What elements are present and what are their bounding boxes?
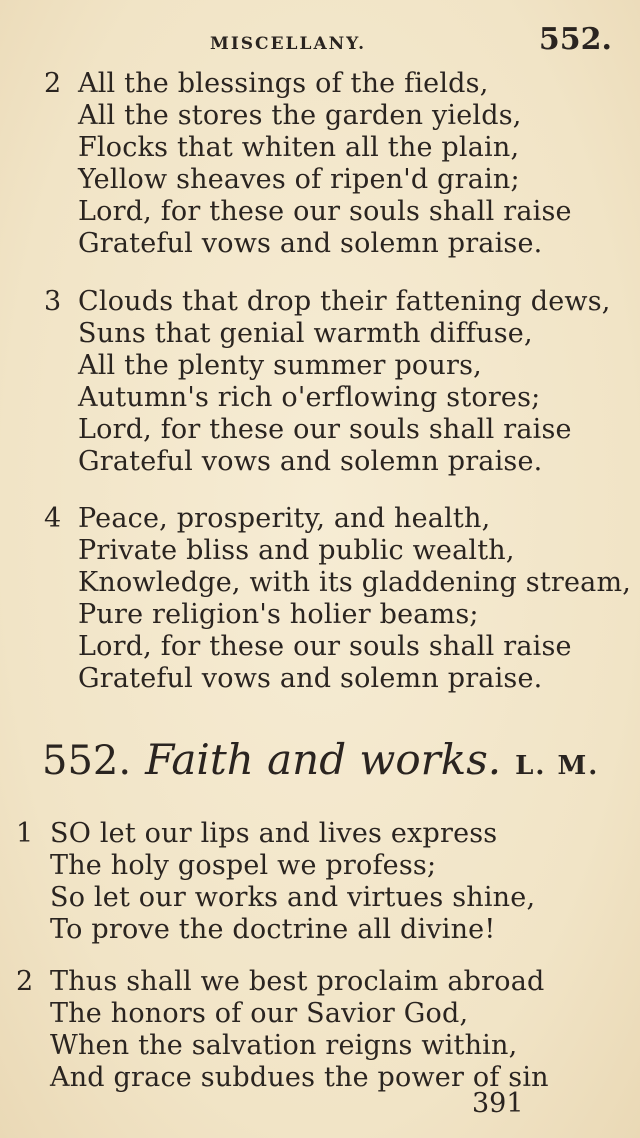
verse-line: Private bliss and public wealth,: [78, 535, 515, 566]
signature-number: 391: [472, 1088, 524, 1119]
verse-line: All the blessings of the fields,: [78, 68, 489, 99]
verse-line: Grateful vows and solemn praise.: [78, 228, 543, 259]
verse-line: All the stores the garden yields,: [78, 100, 522, 131]
page-number: 552.: [538, 22, 612, 57]
verse-line: Grateful vows and solemn praise.: [78, 446, 543, 477]
verse-line: The holy gospel we profess;: [50, 850, 437, 881]
verse-number: 2: [16, 966, 34, 997]
verse-line: To prove the doctrine all divine!: [50, 914, 496, 945]
verse-number: 1: [16, 818, 34, 849]
verse-line: Lord, for these our souls shall raise: [78, 631, 572, 662]
verse-line: Flocks that whiten all the plain,: [78, 132, 520, 163]
verse-line: Pure religion's holier beams;: [78, 599, 479, 630]
verse-line: Lord, for these our souls shall raise: [78, 196, 572, 227]
verse-2: [44, 68, 572, 260]
verse-line: Thus shall we best proclaim abroad: [50, 966, 545, 997]
verse-line: Lord, for these our souls shall raise: [78, 414, 572, 445]
hymn-552-verse-1: [16, 818, 535, 946]
verse-line: So let our works and virtues shine,: [50, 882, 536, 913]
hymn-title: Faith and works.: [145, 735, 502, 784]
verse-line: Peace, prosperity, and health,: [78, 503, 491, 534]
verse-3: [44, 286, 611, 478]
verse-number: 2: [44, 68, 62, 99]
hymn-552-verse-2: [16, 966, 549, 1094]
verse-line: Grateful vows and solemn praise.: [78, 663, 543, 694]
verse-line: SO let our lips and lives express: [50, 818, 498, 849]
verse-line: Yellow sheaves of ripen'd grain;: [78, 164, 520, 195]
verse-line: Suns that genial warmth diffuse,: [78, 318, 533, 349]
verse-line: Autumn's rich o'erflowing stores;: [78, 382, 541, 413]
verse-line: And grace subdues the power of sin: [50, 1062, 549, 1093]
hymn-number: 552.: [42, 738, 132, 784]
verse-number: 3: [44, 286, 62, 317]
verse-line: When the salvation reigns within,: [50, 1030, 518, 1061]
verse-line: The honors of our Savior God,: [50, 998, 469, 1029]
running-head: MISCELLANY.: [210, 34, 367, 54]
hymn-heading: [42, 735, 599, 784]
verse-line: All the plenty summer pours,: [78, 350, 482, 381]
hymn-meter: L. M.: [515, 751, 600, 781]
verse-line: Knowledge, with its gladdening stream,: [78, 567, 632, 598]
verse-number: 4: [44, 503, 62, 534]
verse-line: Clouds that drop their fattening dews,: [78, 286, 611, 317]
verse-4: [44, 503, 631, 695]
